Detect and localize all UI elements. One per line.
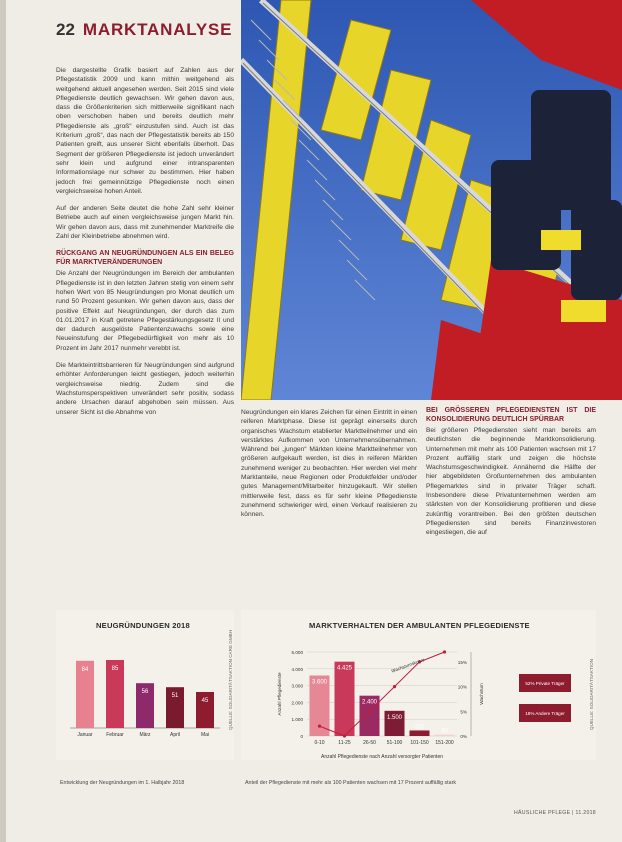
chart-title: NEUGRÜNDUNGEN 2018 xyxy=(96,621,190,630)
bar xyxy=(335,662,355,736)
y-tick-label: 5.000 xyxy=(291,650,303,655)
growth-point xyxy=(443,650,446,653)
chart1-caption: Entwicklung der Neugründungen im 1. Halbjahr 2018 xyxy=(60,780,185,786)
legend-label: 52% Private Träger xyxy=(525,681,565,686)
x-tick-label: 151-200 xyxy=(435,740,454,746)
subheading: RÜCKGANG AN NEUGRÜNDUNGEN ALS EIN BELEG FÜR MARKTVERÄNDERUNGEN xyxy=(56,250,234,267)
paragraph: Die Anzahl der Neugründungen im Bereich der ambulanten Pflegedienste ist in den letzten Jahren stetig von einem sehr hohen Wert von 85 Neugründungen pro Monat deutlich um rund 50 Prozent gesunken. Wir gehen davon aus, dass der positive Effekt auf Neugründungen, der durch das zum 01.01.2017 in Kraft getretene Pflegestärkungsgesetz II und der dadurch ausgelöste Patientenzuwachs sowie eine Neueinstufung der Pflegebedürftigkeit von mehr als 10 Prozent im Jahr 2017 nunmehr verebbt ist. xyxy=(56,270,234,352)
x-tick-label: April xyxy=(169,732,181,738)
section-title: MARKTANALYSE xyxy=(82,20,233,39)
x-tick-label: Januar xyxy=(77,732,93,738)
page-number: 22 xyxy=(56,20,75,39)
x-tick-label: Mai xyxy=(200,732,210,738)
chart2-caption: Anteil der Pflegedienste mit mehr als 100 Patienten wachsen mit 17 Prozent auffällig stark xyxy=(245,780,457,786)
chart-title: MARKTVERHALTEN DER AMBULANTEN PFLEGEDIENSTE xyxy=(309,621,530,630)
text-column-1 xyxy=(56,66,234,425)
legend-label: 18% Andere Träger xyxy=(525,711,565,716)
bar-value-label: 1.500 xyxy=(386,714,403,721)
page-edge xyxy=(0,0,6,842)
y-axis-title: Anzahl Pflegedienste xyxy=(277,672,282,716)
bar-value-label: 80 xyxy=(441,728,448,735)
y-tick-label: 0 xyxy=(300,734,303,739)
x-axis-title: Anzahl Pflegedienste nach Anzahl versorgter Patienten xyxy=(320,754,444,760)
y2-tick-label: 5% xyxy=(460,709,467,715)
bar-value-label: 84 xyxy=(81,666,89,673)
chart-source: QUELLE: SOLIDARITÄTSAKTION xyxy=(589,659,594,730)
y-tick-label: 1.000 xyxy=(291,717,303,723)
y-tick-label: 4.000 xyxy=(291,666,303,672)
bar-value-label: 56 xyxy=(141,689,149,696)
x-tick-label: 101-150 xyxy=(410,740,429,746)
bar-value-label: 4.425 xyxy=(336,665,353,672)
growth-point xyxy=(393,685,396,688)
chart-marktverhalten xyxy=(241,610,596,760)
x-tick-label: 11-25 xyxy=(338,740,351,746)
x-tick-label: Februar xyxy=(106,732,124,738)
paragraph: Bei größeren Pflegediensten sieht man bereits am deutlichsten die beginnende Marktkonsolidierung. Unternehmen mit mehr als 100 Patienten wachsen mit 17 Prozent auffällig stark und zeigen die höchste Wachstumsgeschwindigkeit. Annähernd die Hälfte der hier abgebildeten Großunternehmen des ambulanten Pflegemarktes sind in privater Träger schaft. Insbesondere diese Privatunternehmen werden am stärksten von der Konsolidierung profitieren und diese zukünftig vorantreiben. Bei den größten deutschen Pflegediensten sind bereits Finanzinvestoren eingestiegen, die auf xyxy=(426,427,596,537)
y2-axis-title: Wachstum xyxy=(479,683,484,705)
bar-value-label: 85 xyxy=(111,666,119,672)
subheading: BEI GRÖSSEREN PFLEGEDIENSTEN IST DIE KONSOLIDIERUNG DEUTLICH SPÜRBAR xyxy=(426,407,596,423)
y2-tick-label: 10% xyxy=(457,684,467,690)
bar xyxy=(410,730,430,736)
paragraph: Auf der anderen Seite deutet die hohe Zahl sehr kleiner Betriebe auch auf einen vergleichsweise jungen Markt hin. Wir gehen davon aus, dass mit zunehmender Marktreife die Zahl der Kleinbetriebe abnehmen wird. xyxy=(56,205,234,241)
x-tick-label: März xyxy=(139,732,151,738)
x-tick-label: 51-100 xyxy=(386,740,403,746)
growth-point xyxy=(368,710,371,713)
bar-value-label: 2.400 xyxy=(361,699,378,706)
x-tick-label: 26-50 xyxy=(363,740,376,746)
y2-tick-label: 15% xyxy=(457,660,467,665)
bar-value-label: 330 xyxy=(414,724,425,731)
y-tick-label: 2.000 xyxy=(291,700,303,706)
bar-value-label: 3.600 xyxy=(311,679,328,686)
chart-source: QUELLE: SOLIDARITÄTSAKTION CARE GMBH xyxy=(228,629,233,730)
bar-value-label: 45 xyxy=(201,698,209,704)
rollercoaster-photo xyxy=(241,0,622,400)
bar xyxy=(435,735,455,736)
page-footer: HÄUSLICHE PFLEGE | 11.2018 xyxy=(514,810,596,816)
paragraph: Die dargestellte Grafik basiert auf Zahlen aus der Pflegestatistik 2009 und kann mithin weitgehend als weitgehend aktuell angesehen werden. Seit 2015 sind viele Pflegedienste deutlich gewachsen. Wir gehen davon aus, dass die Größenkriterien sich mittlerweile signifikant nach oben verschoben haben und bereits deutlich mehr Pflegedienste als „groß“ einzustufen sind. Auch ist das Kriterium „groß“, das nach der Pflegestatistik bereits ab 150 Patienten greift, aus unserer Sicht ebenfalls überholt. Das Segment der größeren Pflegedienste ist jedoch unverändert sehr klein und aufgrund einer intransparenten Informationslage nur schwer zu bestimmen. Hier haben jedoch frei gemeinnützige Pflegedienste noch einen vergleichsweise hohen Anteil. xyxy=(56,67,234,195)
growth-point xyxy=(318,725,321,728)
page-header xyxy=(56,20,232,40)
chart1-svg xyxy=(60,638,230,748)
chart-neugruendungen xyxy=(56,610,234,760)
growth-point xyxy=(343,734,346,737)
curve-label: Wachstumskurve xyxy=(390,656,426,674)
bar-value-label: 51 xyxy=(171,693,179,700)
text-column-2 xyxy=(241,408,417,528)
paragraph: Die Markteintrittsbarrieren für Neugründungen sind aufgrund erhöhter Anforderungen leicht gestiegen, jedoch weiterhin vergleichsweise niedrig. Zudem sind die Wachstumsperspektiven unverändert sehr positiv, sodass andere Ursachen darauf abgehoben sein müssen. Aus unserer Sicht ist die Abnahme von xyxy=(56,362,234,416)
text-column-3 xyxy=(426,406,596,546)
y-tick-label: 3.000 xyxy=(291,683,303,689)
y2-tick-label: 0% xyxy=(460,734,467,739)
chart2-svg xyxy=(247,634,587,769)
paragraph: Neugründungen ein klares Zeichen für einen Eintritt in einen reiferen Marktphase. Diese ist geprägt einerseits durch organisches Wachstum etablierter Marktteilnehmer und ein verstärktes Aufkommen von Unternehmensübernahmen. Während bei „jungen“ Märkten kleine Marktteilnehmer von größeren aufgekauft werden, ist dies in reiferen Märkten zunehmend weniger zu beobachten. Hier werden viel mehr Marktanteile, neue Regionen oder Produktfelder und/oder gutes Management/Mitarbeiter hinzugekauft. Wir stellen mittlerweile fest, dass es für sehr kleine Pflegedienste zunehmend schwieriger wird, einen Verkauf realisieren zu können. xyxy=(241,409,417,519)
x-tick-label: 0-10 xyxy=(314,740,325,746)
